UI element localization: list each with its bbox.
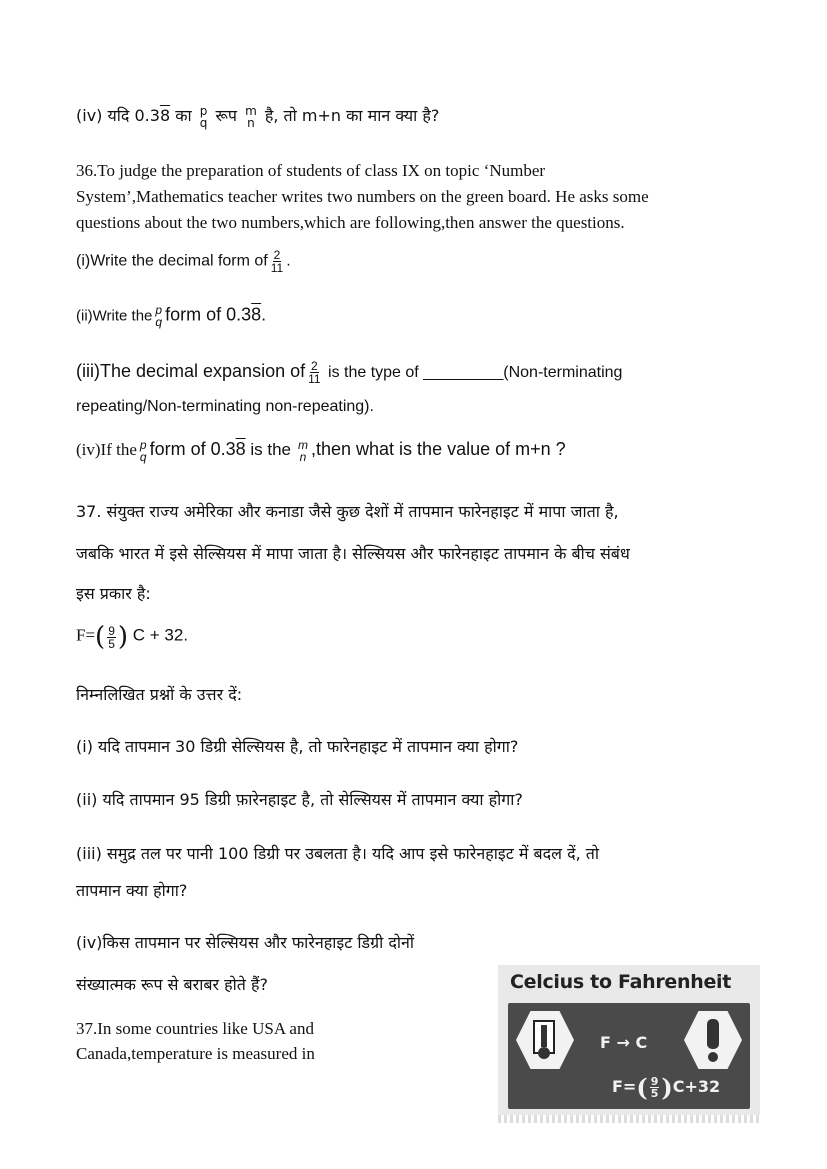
paren-close: ) [117, 622, 129, 652]
q37-hindi-iii-line2: तापमान क्या होगा? [76, 881, 188, 900]
figure-panel [508, 1003, 750, 1109]
q36-line1: 36.To judge the preparation of students of class IX on topic ‘Number [76, 161, 546, 180]
frac-num: p [155, 303, 163, 317]
frac-num: p [199, 103, 208, 118]
celsius-fahrenheit-figure [498, 965, 760, 1115]
frac-den: 11 [308, 372, 321, 386]
frac-num: 9 [650, 1075, 659, 1088]
q36-i [76, 249, 291, 274]
q36-iii-b: is the type of _________(Non-terminating [323, 363, 623, 381]
fig-fraction-9-5 [650, 1076, 660, 1099]
scan-speckle [498, 1115, 760, 1123]
q36-iv-d: ,then what is the value of m+n ? [311, 439, 566, 459]
frac-num: p [139, 438, 147, 453]
q37-hindi-iv-line1: (iv)किस तापमान पर सेल्सियस और फारेनहाइट डिग्री दोनों [76, 933, 415, 952]
q37-english-line2: Canada,temperature is measured in [76, 1044, 315, 1063]
q36-line3: questions about the two numbers,which are following,then answer the questions. [76, 213, 625, 232]
q36-iv-c: is the [245, 440, 291, 459]
q36-i-end: . [286, 252, 291, 270]
figure-title: Celcius to Fahrenheit [510, 971, 732, 993]
q36-iv-a: (iv)If the [76, 440, 137, 459]
fraction-m-n [244, 105, 258, 129]
hindi-q35-iv [76, 104, 439, 129]
fraction-2-11 [270, 249, 284, 274]
hindi-q35-iv-ka: का [170, 106, 192, 125]
frac-den: q [199, 115, 208, 130]
q37-hindi-line1: 37. संयुक्त राज्य अमेरिका और कनाडा जैसे कुछ देशों में तापमान फारेनहाइट में मापा जाता है, [76, 502, 619, 521]
frac-num: 2 [273, 248, 281, 262]
frac-den: n [299, 450, 307, 465]
q37-hindi-line2: जबकि भारत में इसे सेल्सियस में मापा जाता है। सेल्सियस और फारेनहाइट तापमान के बीच संबंध [76, 544, 630, 563]
q36-iv-b: form of 0.3 [149, 439, 236, 459]
q36-ii [76, 304, 266, 328]
q37-hindi-iii-line1: (iii) समुद्र तल पर पानी 100 डिग्री पर उबलता है। यदि आप इसे फारेनहाइट में बदल दें, तो [76, 844, 600, 863]
q37-hindi-iv-line2: संख्यात्मक रूप से बराबर होते हैं? [76, 975, 268, 994]
frac-den: q [155, 315, 163, 329]
frac-den: n [247, 115, 255, 130]
fraction-p-q [154, 304, 163, 328]
frac-num: m [245, 103, 257, 118]
q36-ii-mid: form of 0.3 [165, 304, 252, 325]
fraction-p-q [199, 105, 209, 129]
q37-hindi-line3: इस प्रकार है: [76, 584, 151, 603]
q37-hindi-i: (i) यदि तापमान 30 डिग्री सेल्सियस है, तो फारेनहाइट में तापमान क्या होगा? [76, 737, 519, 756]
fraction-2-11 [307, 360, 321, 385]
hindi-q35-iv-prefix: (iv) यदि 0.3 [76, 106, 160, 125]
fig-formula-f: F= [612, 1077, 637, 1096]
thermometer-icon [516, 1011, 574, 1069]
overline-digit: 8 [251, 304, 262, 325]
formula-rest: C + 32. [128, 625, 189, 645]
formula-f: F= [76, 625, 96, 645]
q36-iii-a: (iii)The decimal expansion of [76, 360, 306, 381]
q36-ii-end: . [261, 304, 267, 325]
fraction-m-n [297, 439, 309, 463]
fraction-9-5 [107, 625, 116, 650]
q37-english-line1: 37.In some countries like USA and [76, 1019, 314, 1038]
figure-formula [612, 1073, 720, 1102]
formula [76, 622, 188, 652]
frac-num: m [298, 438, 308, 453]
frac-num: 9 [108, 623, 115, 638]
frac-den: 5 [108, 636, 115, 651]
overline-digit: 8 [159, 106, 171, 125]
paren-open: ( [95, 622, 106, 652]
fig-formula-rest: C+32 [672, 1077, 721, 1096]
q37-hindi-ii: (ii) यदि तापमान 95 डिग्री फ़ारेनहाइट है, तो सेल्सियस में तापमान क्या होगा? [76, 790, 523, 809]
q36-line2: System’,Mathematics teacher writes two numbers on the green board. He asks some [76, 187, 649, 206]
hindi-q35-iv-suffix: है, तो m+n का मान क्या है? [264, 106, 440, 125]
frac-den: q [139, 450, 147, 465]
q36-iii-line2: repeating/Non-terminating non-repeating). [76, 398, 374, 415]
fig-paren-open: ( [636, 1073, 648, 1102]
frac-den: 5 [650, 1087, 659, 1100]
fig-paren-close: ) [661, 1073, 673, 1102]
q36-iii-line1 [76, 360, 622, 385]
exclamation-icon [684, 1011, 742, 1069]
q36-ii-text: (ii)Write the [76, 307, 153, 325]
overline-digit: 8 [235, 439, 246, 459]
hindi-q35-iv-rup: रूप [215, 106, 237, 125]
q36-i-text: (i)Write the decimal form of [76, 252, 268, 270]
fraction-p-q [139, 439, 148, 463]
q36-iv [76, 439, 566, 463]
q37-instruction: निम्नलिखित प्रश्नों के उत्तर दें: [76, 685, 243, 704]
frac-num: 2 [311, 359, 318, 373]
figure-arrow-text: F → C [600, 1033, 648, 1052]
frac-den: 11 [270, 261, 284, 275]
